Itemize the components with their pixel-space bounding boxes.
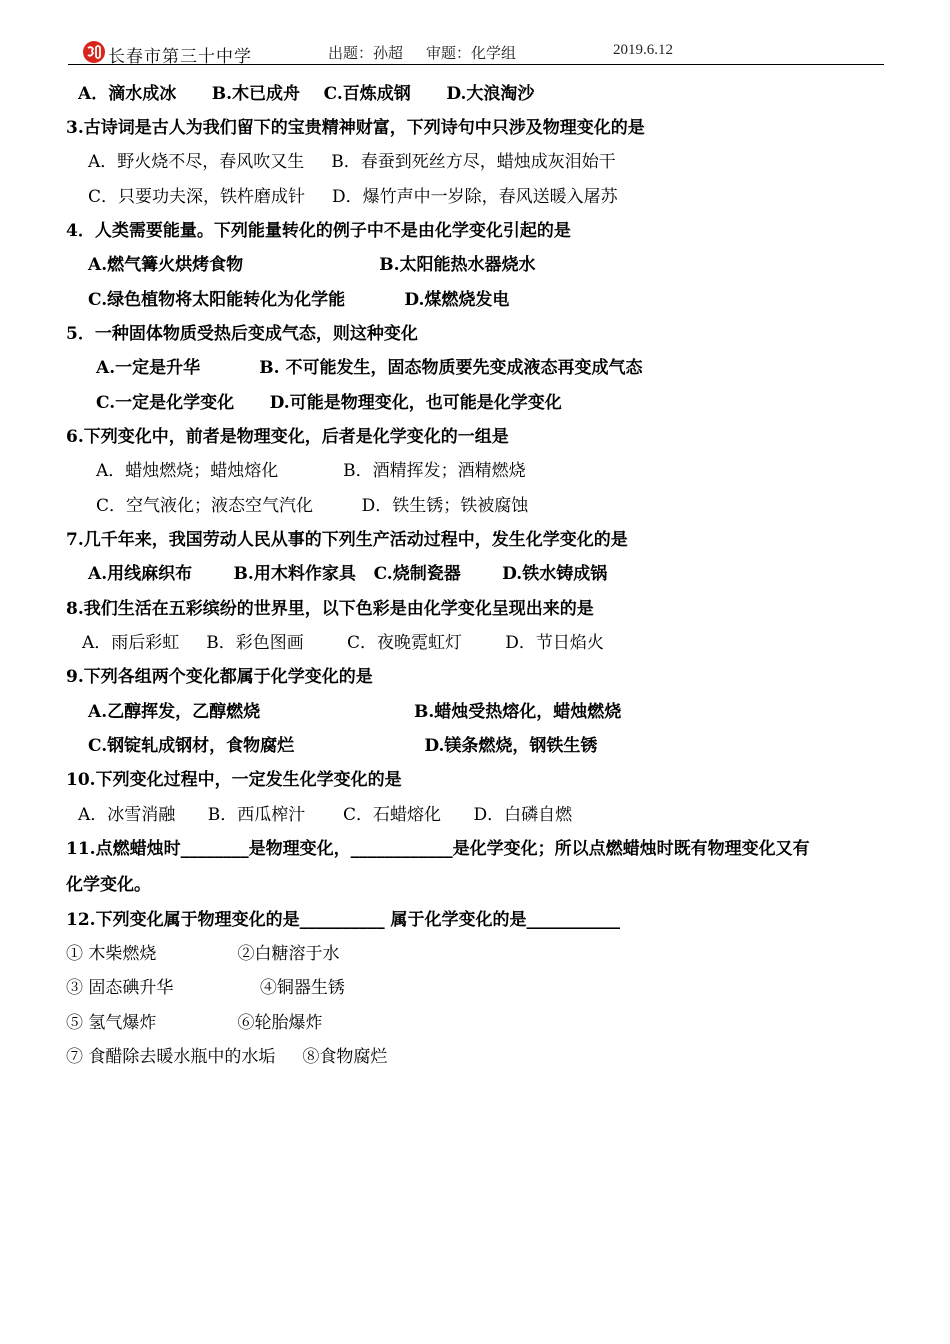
q4-options-cd: C.绿色植物将太阳能转化为化学能 D.煤燃烧发电 [88, 290, 510, 310]
school-logo-icon [82, 40, 106, 64]
question-setter: 出题：孙超 [328, 46, 404, 62]
q4-options-ab: A.燃气篝火烘烤食物 B.太阳能热水器烧水 [88, 255, 536, 275]
school-name: 长春市第三十中学 [108, 47, 252, 67]
q4-stem: 4．人类需要能量。下列能量转化的例子中不是由化学变化引起的是 [66, 221, 571, 241]
q8-options: A．雨后彩虹 B．彩色图画 C．夜晚霓虹灯 D．节日焰火 [82, 633, 604, 653]
q5-options-ab: A.一定是升华 B. 不可能发生，固态物质要先变成液态再变成气态 [96, 358, 643, 378]
q2-options: A．滴水成冰 B.木已成舟 C.百炼成钢 D.大浪淘沙 [78, 84, 535, 104]
q9-stem: 9.下列各组两个变化都属于化学变化的是 [66, 667, 373, 687]
page-header [68, 38, 884, 65]
q9-options-ab: A.乙醇挥发，乙醇燃烧 B.蜡烛受热熔化，蜡烛燃烧 [88, 702, 622, 722]
q6-options-cd: C．空气液化；液态空气汽化 D．铁生锈；铁被腐蚀 [96, 496, 529, 516]
q12-items-7-8: ⑦ 食醋除去暖水瓶中的水垢 ⑧食物腐烂 [66, 1047, 388, 1067]
q11-stem-continued: 化学变化。 [66, 875, 151, 895]
q3-options-cd: C．只要功夫深，铁杵磨成针 D．爆竹声中一岁除，春风送暖入屠苏 [88, 187, 618, 207]
q12-items-1-2: ① 木柴燃烧 ②白糖溶于水 [66, 944, 340, 964]
q5-options-cd: C.一定是化学变化 D.可能是物理变化，也可能是化学变化 [96, 393, 562, 413]
exam-date: 2019.6.12 [613, 42, 673, 58]
q11-stem: 11.点燃蜡烛时________是物理变化，____________是化学变化；所以点燃蜡烛时既有物理变化又有 [66, 839, 810, 859]
q7-options: A.用线麻织布 B.用木料作家具 C.烧制瓷器 D.铁水铸成锅 [88, 564, 608, 584]
q7-stem: 7.几千年来，我国劳动人民从事的下列生产活动过程中，发生化学变化的是 [66, 530, 628, 550]
q10-stem: 10.下列变化过程中，一定发生化学变化的是 [66, 770, 402, 790]
q8-stem: 8.我们生活在五彩缤纷的世界里，以下色彩是由化学变化呈现出来的是 [66, 599, 594, 619]
q10-options: A．冰雪消融 B．西瓜榨汁 C．石蜡熔化 D．白磷自燃 [78, 805, 573, 825]
q5-stem: 5．一种固体物质受热后变成气态，则这种变化 [66, 324, 418, 344]
q9-options-cd: C.钢锭轧成钢材，食物腐烂 D.镁条燃烧，钢铁生锈 [88, 736, 598, 756]
q3-options-ab: A．野火烧不尽，春风吹又生 B．春蚕到死丝方尽，蜡烛成灰泪始干 [88, 152, 616, 172]
q6-options-ab: A．蜡烛燃烧；蜡烛熔化 B．酒精挥发；酒精燃烧 [96, 461, 526, 481]
q12-items-3-4: ③ 固态碘升华 ④铜器生锈 [66, 978, 345, 998]
q6-stem: 6.下列变化中，前者是物理变化，后者是化学变化的一组是 [66, 427, 509, 447]
question-reviewer: 审题：化学组 [426, 46, 517, 62]
q3-stem: 3.古诗词是古人为我们留下的宝贵精神财富，下列诗句中只涉及物理变化的是 [66, 118, 645, 138]
q12-items-5-6: ⑤ 氢气爆炸 ⑥轮胎爆炸 [66, 1013, 323, 1033]
q12-stem: 12.下列变化属于物理变化的是__________ 属于化学变化的是___________ [66, 910, 620, 930]
